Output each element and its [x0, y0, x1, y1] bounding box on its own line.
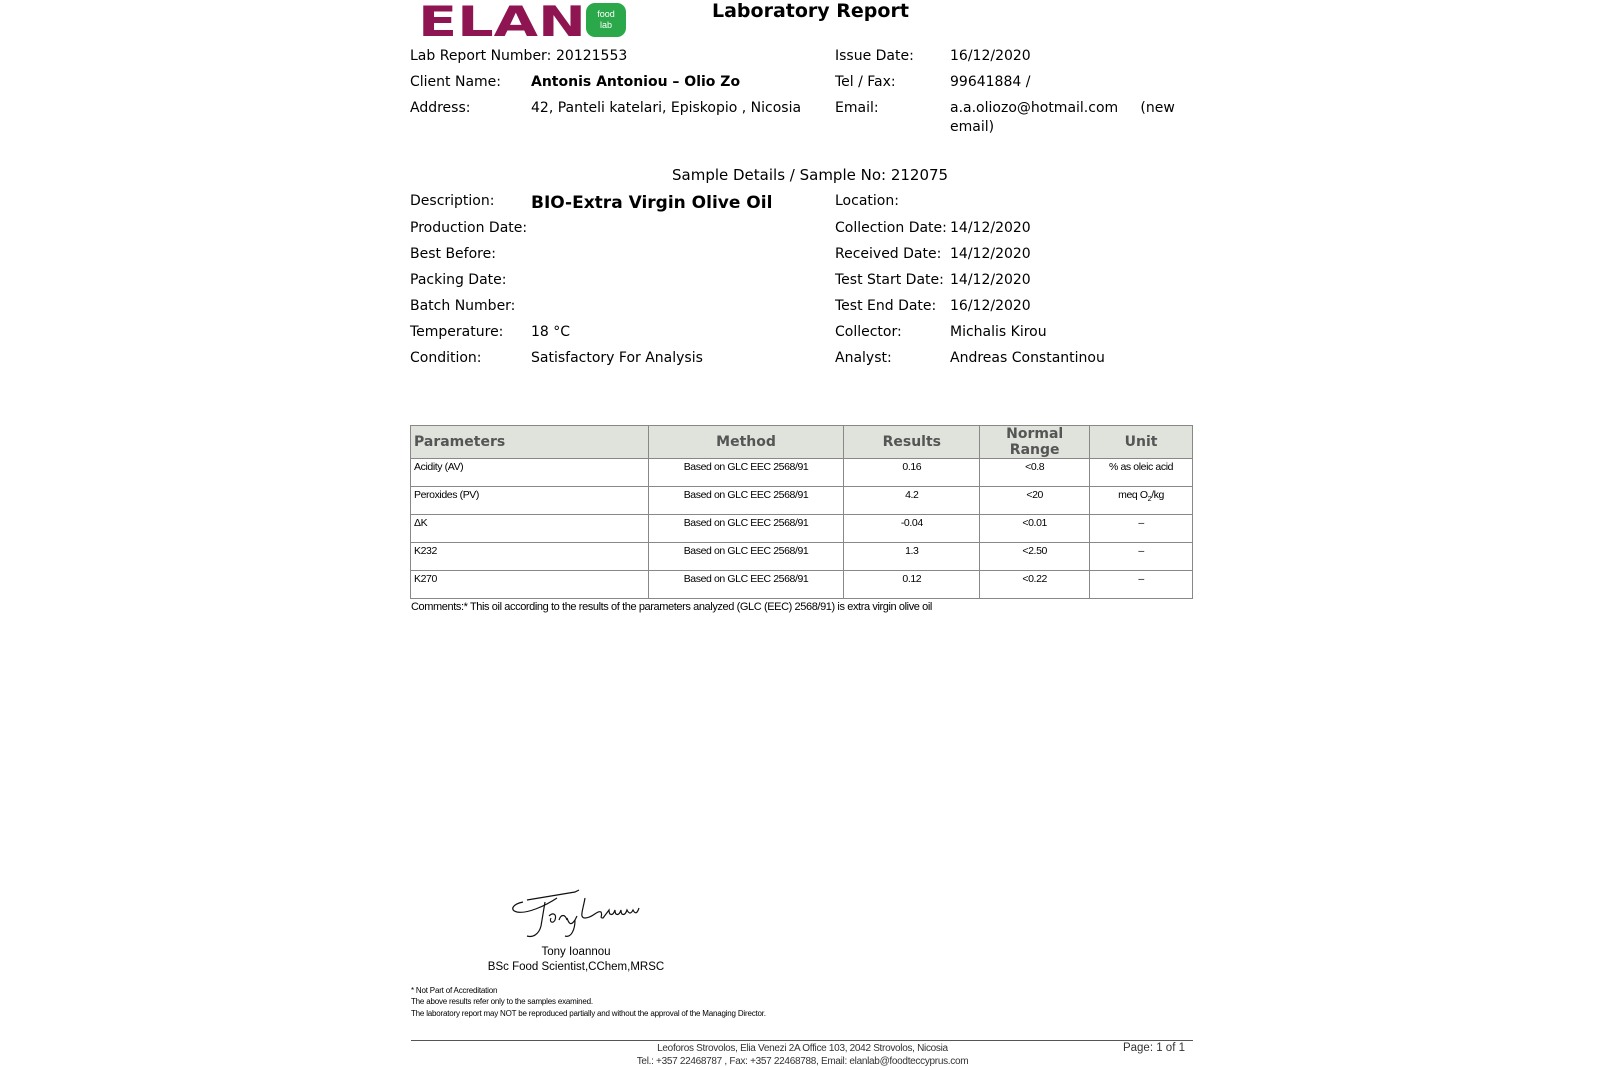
unit-cell: –	[1090, 571, 1193, 599]
test-end-date-label: Test End Date:	[835, 298, 937, 314]
unit-cell	[1090, 487, 1193, 515]
result-cell: 1.3	[844, 543, 980, 571]
col-header-results: Results	[844, 426, 980, 459]
table-row	[411, 543, 1193, 571]
temperature: 18 °C	[531, 324, 571, 340]
method-cell: Based on GLC EEC 2568/91	[648, 543, 844, 571]
results-scope-note: The above results refer only to the samples examined.	[411, 997, 593, 1006]
signer-title: BSc Food Scientist,CChem,MRSC	[487, 961, 665, 973]
email: a.a.oliozo@hotmail.com (new	[950, 100, 1175, 116]
tel-fax: 99641884 /	[950, 74, 1031, 90]
temperature-label: Temperature:	[410, 324, 504, 340]
lab-report-number-label: Lab Report Number:	[410, 48, 552, 64]
table-header-row	[411, 426, 1193, 459]
result-cell: -0.04	[844, 515, 980, 543]
report-title: Laboratory Report	[712, 0, 909, 22]
parameter-cell: K270	[411, 571, 649, 599]
unit-subscript: 2	[1147, 496, 1152, 504]
description: BIO-Extra Virgin Olive Oil	[531, 193, 773, 213]
received-date-label: Received Date:	[835, 246, 942, 262]
result-cell: 0.16	[844, 459, 980, 487]
method-cell: Based on GLC EEC 2568/91	[648, 515, 844, 543]
unit-suffix: /kg	[1151, 489, 1164, 501]
test-start-date: 14/12/2020	[950, 272, 1031, 288]
page-number: Page: 1 of 1	[1122, 1042, 1185, 1054]
accreditation-note: * Not Part of Accreditation	[411, 986, 498, 995]
range-cell: <0.22	[980, 571, 1090, 599]
elan-food-lab-logo	[418, 0, 628, 40]
results-table	[410, 425, 1193, 599]
parameter-cell: K232	[411, 543, 649, 571]
unit-cell: –	[1090, 515, 1193, 543]
footer-contact: Tel.: +357 22468787 , Fax: +357 22468788, Email: elanlab@foodteccyprus.com	[636, 1056, 969, 1067]
collection-date: 14/12/2020	[950, 220, 1031, 236]
result-cell: 0.12	[844, 571, 980, 599]
reproduction-note: The laboratory report may NOT be reproduced partially and without the approval of the Managing Director.	[411, 1009, 766, 1018]
range-cell: <0.8	[980, 459, 1090, 487]
condition: Satisfactory For Analysis	[531, 350, 703, 366]
location-label: Location:	[835, 193, 899, 209]
received-date: 14/12/2020	[950, 246, 1031, 262]
svg-text:ELAN: ELAN	[418, 0, 586, 40]
table-row	[411, 515, 1193, 543]
lab-report-number: 20121553	[556, 48, 628, 64]
range-cell: <20	[980, 487, 1090, 515]
production-date-label: Production Date:	[410, 220, 528, 236]
footer-divider	[411, 1040, 1193, 1041]
address: 42, Panteli katelari, Episkopio , Nicosia	[531, 100, 802, 116]
condition-label: Condition:	[410, 350, 482, 366]
unit-cell: –	[1090, 543, 1193, 571]
footer-address: Leoforos Strovolos, Elia Venezi 2A Office 103, 2042 Strovolos, Nicosia	[657, 1043, 948, 1054]
tel-fax-label: Tel / Fax:	[835, 74, 896, 90]
result-cell: 4.2	[844, 487, 980, 515]
email-label: Email:	[835, 100, 879, 116]
address-label: Address:	[410, 100, 471, 116]
collector: Michalis Kirou	[950, 324, 1047, 340]
method-cell: Based on GLC EEC 2568/91	[648, 571, 844, 599]
unit-prefix: meq O	[1118, 489, 1148, 501]
col-header-method: Method	[648, 426, 844, 459]
range-cell: <0.01	[980, 515, 1090, 543]
analyst: Andreas Constantinou	[950, 350, 1105, 366]
sample-details-heading: Sample Details / Sample No: 212075	[672, 166, 949, 184]
table-row	[411, 571, 1193, 599]
test-start-date-label: Test Start Date:	[835, 272, 944, 288]
comments: Comments:* This oil according to the results of the parameters analyzed (GLC (EEC) 2568/91) is extra virgin olive oil	[411, 601, 932, 613]
parameter-cell: Acidity (AV)	[411, 459, 649, 487]
col-header-normal-range: Normal Range	[980, 426, 1090, 459]
table-row	[411, 459, 1193, 487]
client-name: Antonis Antoniou – Olio Zo	[531, 74, 741, 90]
range-cell: <2.50	[980, 543, 1090, 571]
handwritten-signature	[505, 880, 645, 942]
col-header-parameters: Parameters	[411, 426, 649, 459]
issue-date: 16/12/2020	[950, 48, 1031, 64]
client-name-label: Client Name:	[410, 74, 501, 90]
method-cell: Based on GLC EEC 2568/91	[648, 459, 844, 487]
best-before-label: Best Before:	[410, 246, 496, 262]
signer-name: Tony Ioannou	[541, 946, 611, 958]
email-note: email)	[950, 119, 995, 135]
batch-number-label: Batch Number:	[410, 298, 516, 314]
analyst-label: Analyst:	[835, 350, 892, 366]
table-row	[411, 487, 1193, 515]
parameter-cell: ΔK	[411, 515, 649, 543]
svg-text:food: food	[597, 9, 615, 19]
col-header-unit: Unit	[1090, 426, 1193, 459]
svg-text:lab: lab	[599, 20, 613, 30]
packing-date-label: Packing Date:	[410, 272, 507, 288]
description-label: Description:	[410, 193, 495, 209]
test-end-date: 16/12/2020	[950, 298, 1031, 314]
issue-date-label: Issue Date:	[835, 48, 914, 64]
collector-label: Collector:	[835, 324, 902, 340]
parameter-cell: Peroxides (PV)	[411, 487, 649, 515]
unit-cell: % as oleic acid	[1090, 459, 1193, 487]
method-cell: Based on GLC EEC 2568/91	[648, 487, 844, 515]
collection-date-label: Collection Date:	[835, 220, 947, 236]
